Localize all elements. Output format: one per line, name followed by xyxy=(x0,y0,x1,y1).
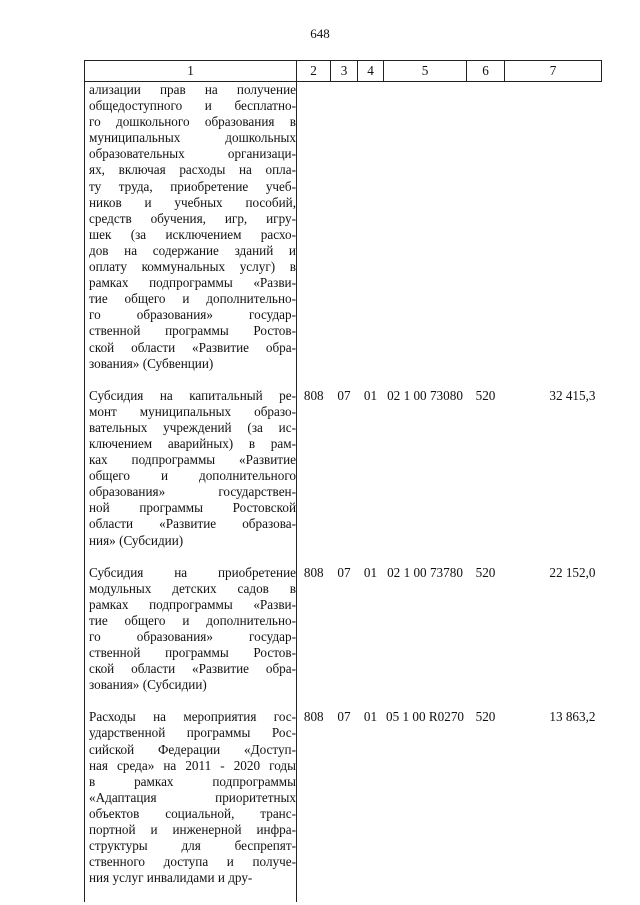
section-code: 07 xyxy=(337,564,351,580)
description-line: ках подпрограммы «Развитие xyxy=(89,452,296,468)
expense-type-code: 520 xyxy=(475,564,496,580)
description-line: сийской Федерации «Доступ- xyxy=(89,741,296,757)
amount-value xyxy=(505,82,602,388)
subsection-code: 01 xyxy=(363,709,378,725)
subsection-code xyxy=(358,82,384,388)
ministry-code: 808 xyxy=(303,564,324,580)
table-row xyxy=(85,565,602,710)
column-header-7: 7 xyxy=(505,61,602,82)
column-header-2: 2 xyxy=(297,61,331,82)
description-line: в рамках подпрограммы xyxy=(89,773,296,789)
description-line: ния услуг инвалидами и дру- xyxy=(89,870,253,886)
description-line: ской области «Развитие обра- xyxy=(89,661,296,677)
description-line: шек (за исключением расхо- xyxy=(89,226,296,242)
target-article-code: 02 1 00 73780 xyxy=(387,564,463,580)
page-number: 648 xyxy=(310,26,330,41)
amount-value: 22 152,0 xyxy=(549,564,596,580)
table-row xyxy=(85,388,602,565)
description-line: ников и учебных пособий, xyxy=(89,194,296,210)
description-line: ключением аварийных) в рам- xyxy=(89,435,296,451)
description-line: рамках подпрограммы «Разви- xyxy=(89,275,296,291)
description-line: тие общего и дополнительно- xyxy=(89,291,296,307)
description-line: Расходы на мероприятия гос- xyxy=(89,709,296,725)
description-line: ях, включая расходы на опла- xyxy=(89,162,296,178)
description-line: го образования» государ- xyxy=(89,307,296,323)
description-line: общедоступного и бесплатно- xyxy=(89,98,296,114)
section-code: 07 xyxy=(337,387,351,403)
column-header-3: 3 xyxy=(331,61,358,82)
description-line: модульных детских садов в xyxy=(89,580,296,596)
description-line: ту труда, приобретение учеб- xyxy=(89,178,296,194)
description-line: монт муниципальных образо- xyxy=(89,403,296,419)
column-header-6: 6 xyxy=(467,61,505,82)
row-description xyxy=(85,82,297,388)
row-description xyxy=(85,709,297,902)
description-line: ской области «Развитие обра- xyxy=(89,339,296,355)
description-line: «Адаптация приоритетных xyxy=(89,789,296,805)
description-line: ная среда» на 2011 - 2020 годы xyxy=(89,757,296,773)
subsection-code: 01 xyxy=(363,564,378,580)
expense-type-code: 520 xyxy=(475,709,496,725)
description-line: области «Развитие образова- xyxy=(89,516,296,532)
table-row xyxy=(85,709,602,902)
description-line: ственной программы Ростов- xyxy=(89,645,296,661)
description-line: образования» государствен- xyxy=(89,484,296,500)
description-line: го образования» государ- xyxy=(89,629,296,644)
ministry-code: 808 xyxy=(303,709,324,725)
row-description xyxy=(85,565,297,710)
description-line: го дошкольного образования в xyxy=(89,114,296,130)
description-line: ственного доступа и получе- xyxy=(89,854,296,870)
description-line: общего и дополнительного xyxy=(89,468,296,484)
table-body xyxy=(85,82,602,903)
description-line: образовательных организаци- xyxy=(89,146,296,162)
description-line: ударственной программы Рос- xyxy=(89,725,296,741)
description-line: ализации прав на получение xyxy=(89,82,296,97)
table-header-row xyxy=(85,61,602,82)
description-line: структуры для беспрепят- xyxy=(89,838,296,854)
expense-type-code: 520 xyxy=(475,387,496,403)
description-line: тие общего и дополнительно- xyxy=(89,612,296,628)
budget-table xyxy=(84,60,602,902)
description-line: ния» (Субсидии) xyxy=(89,532,184,548)
description-line: Субсидия на капитальный ре- xyxy=(89,387,296,403)
subsection-code: 01 xyxy=(363,387,378,403)
description-line: ной программы Ростовской xyxy=(89,500,296,516)
description-line: рамках подпрограммы «Разви- xyxy=(89,596,296,612)
target-article-code xyxy=(384,82,467,388)
description-line: вательных учреждений (за ис- xyxy=(89,419,296,435)
ministry-code xyxy=(297,82,331,388)
column-header-4: 4 xyxy=(358,61,384,82)
column-header-1: 1 xyxy=(85,61,297,82)
row-description xyxy=(85,388,297,565)
description-line: ственной программы Ростов- xyxy=(89,323,296,339)
target-article-code: 05 1 00 R0270 xyxy=(385,709,465,725)
description-line: Субсидия на приобретение xyxy=(89,564,296,580)
section-code: 07 xyxy=(337,709,351,725)
target-article-code: 02 1 00 73080 xyxy=(387,387,463,403)
description-line: объектов социальной, транс- xyxy=(89,805,296,821)
amount-value: 13 863,2 xyxy=(549,709,596,725)
description-line: муниципальных дошкольных xyxy=(89,130,296,146)
description-line: зования» (Субсидии) xyxy=(89,677,207,693)
ministry-code: 808 xyxy=(303,387,324,403)
amount-value: 32 415,3 xyxy=(549,387,596,403)
table-row xyxy=(85,82,602,388)
expense-type-code xyxy=(467,82,505,388)
section-code xyxy=(331,82,358,388)
column-header-5: 5 xyxy=(384,61,467,82)
description-line: зования» (Субвенции) xyxy=(89,355,214,371)
description-line: дов на содержание зданий и xyxy=(89,242,296,258)
description-line: оплату коммунальных услуг) в xyxy=(89,259,296,275)
description-line: средств обучения, игр, игру- xyxy=(89,210,296,226)
description-line: портной и инженерной инфра- xyxy=(89,822,296,838)
